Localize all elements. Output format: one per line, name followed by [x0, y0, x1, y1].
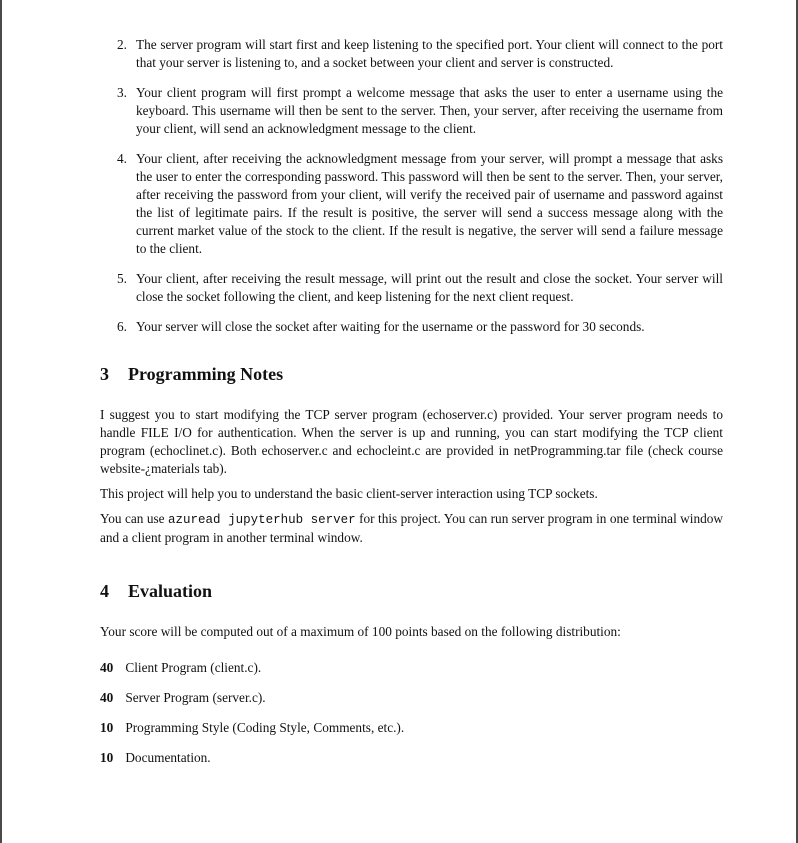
list-item-number: 4. — [117, 151, 127, 166]
section-title: Programming Notes — [128, 364, 284, 384]
list-item-text: The server program will start first and keep listening to the specified port. Your client will connect to the port that your server is listening to, and a socket between your client and server is constructed. — [136, 37, 723, 70]
paragraph — [100, 510, 723, 547]
evaluation-points: 10 — [100, 720, 114, 735]
evaluation-item — [100, 749, 723, 767]
evaluation-points: 40 — [100, 690, 114, 705]
section-number: 4 — [100, 581, 109, 601]
section-heading-programming-notes — [100, 362, 723, 386]
viewer-left-edge — [0, 0, 2, 843]
evaluation-points: 10 — [100, 750, 114, 765]
list-item — [100, 150, 723, 258]
list-item-text: Your client, after receiving the result message, will print out the result and close the socket. Your server will close the socket following the client, and keep listening for the next client request. — [136, 271, 723, 304]
paragraph: This project will help you to understand the basic client-server interaction using TCP sockets. — [100, 486, 598, 501]
list-item-number: 2. — [117, 37, 127, 52]
list-item — [100, 318, 723, 336]
evaluation-list — [100, 659, 723, 767]
evaluation-label: Client Program (client.c). — [125, 660, 262, 675]
section-title: Evaluation — [128, 581, 213, 601]
list-item-text: Your client program will first prompt a welcome message that asks the user to enter a username using the keyboard. This username will then be sent to the server. Then, your server, after receiving the username from your client, will send an acknowledgment message to the client. — [136, 85, 723, 136]
list-item — [100, 84, 723, 138]
evaluation-label: Server Program (server.c). — [125, 690, 266, 705]
section-heading-evaluation — [100, 579, 723, 603]
evaluation-item — [100, 719, 723, 737]
paragraph: I suggest you to start modifying the TCP server program (echoserver.c) provided. Your server program needs to handle FILE I/O for authentication. When the server is up and running, you can start modifying the TCP client program (echoclinet.c). Both echoserver.c and echocleint.c are provided in netProgramming.tar file (check course website-¿materials tab). — [100, 407, 723, 476]
inline-code: azuread jupyterhub server — [167, 513, 356, 527]
document-page — [100, 36, 723, 779]
evaluation-item — [100, 659, 723, 677]
list-item — [100, 270, 723, 306]
evaluation-label: Programming Style (Coding Style, Comments, etc.). — [125, 720, 405, 735]
list-item-number: 6. — [117, 319, 127, 334]
list-item-number: 5. — [117, 271, 127, 286]
paragraph: Your score will be computed out of a maximum of 100 points based on the following distribution: — [100, 624, 621, 639]
paragraph-text: You can use — [100, 511, 165, 526]
paragraph-text: for this project. You can run server program in one terminal window and a client program in another terminal window. — [100, 511, 724, 545]
evaluation-points: 40 — [100, 660, 114, 675]
steps-list — [100, 36, 723, 336]
list-item-text: Your server will close the socket after waiting for the username or the password for 30 seconds. — [136, 319, 645, 334]
list-item — [100, 36, 723, 72]
evaluation-item — [100, 689, 723, 707]
list-item-number: 3. — [117, 85, 127, 100]
evaluation-label: Documentation. — [125, 750, 211, 765]
section-number: 3 — [100, 364, 109, 384]
list-item-text: Your client, after receiving the acknowledgment message from your server, will prompt a message that asks the user to enter the corresponding password. This password will then be sent to the server. Then, your server, after receiving the password from your client, will verify the received pair of username and password against the list of legitimate pairs. If the result is positive, the server will send a success message along with the current market value of the stock to the client. If the result is negative, the server will send a failure message to the client. — [136, 151, 723, 256]
